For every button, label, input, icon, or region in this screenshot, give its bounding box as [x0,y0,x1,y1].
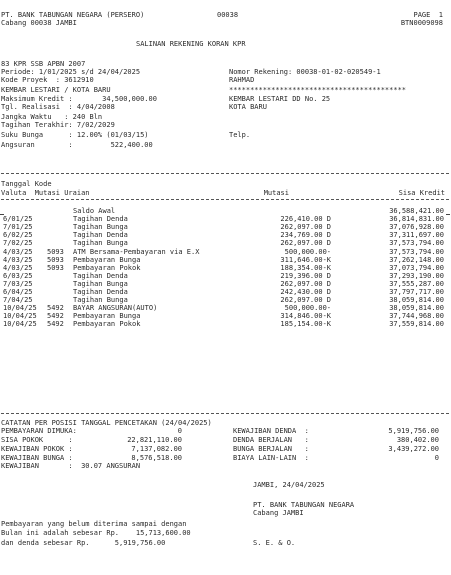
period: Periode: 1/01/2025 s/d 24/04/2025 [1,68,141,76]
row-balance: 37,744,968.00 [389,312,444,321]
row-mutation: 262,097.00 D [280,279,331,288]
summary-right-label: BIAYA LAIN-LAIN : [233,454,309,462]
summary-right-value: 3,439,272.00 [388,445,439,453]
summary-left-value: 7,137,082.00 [131,445,182,453]
row-description: ATM Bersama-Pembayaran via E.X [73,247,200,256]
row-description: Pembayaran Bunga [73,255,141,264]
project-code: Kode Proyek : 3612910 [1,76,94,84]
max-credit: Maksimum Kredit : 34,500,000.00 [1,95,157,103]
row-balance: 36,588,421.00 [389,207,444,215]
note-line-2: Bulan ini adalah sebesar Rp. 15,713,600.00 [1,529,191,537]
page-number: PAGE 1 [413,11,443,19]
row-description: Pembayaran Pokok [73,263,141,272]
row-code: 5492 [47,312,64,321]
telephone: Telp. [229,131,251,139]
row-date: 6/02/25 [3,231,33,240]
row-date: 7/04/25 [3,296,33,305]
summary-right-value: 0 [434,454,439,462]
summary-left-value: 0 [177,427,182,435]
summary-left-value: 8,576,518.00 [131,454,182,462]
place-date: JAMBI, 24/04/2025 [253,481,325,489]
row-description: Tagihan Bunga [73,223,128,232]
row-date: 7/03/25 [3,279,33,288]
summary-right-label: BUNGA BERJALAN : [233,445,309,453]
closing-note: S. E. & O. [253,539,296,547]
row-description: Tagihan Bunga [73,296,128,305]
row-code: 5093 [47,255,64,264]
signature-bank: PT. BANK TABUNGAN NEGARA [253,501,355,509]
row-mutation: 234,769.00 D [280,231,331,240]
row-mutation: 311,646.00-K [280,255,331,264]
row-date: 6/04/25 [3,288,33,296]
row-date: 7/01/25 [3,223,33,232]
row-code: 5492 [47,320,64,329]
summary-left-label: KEWAJIBAN BUNGA : [1,454,73,462]
row-description: Tagihan Denda [73,271,128,280]
row-date: 10/04/25 [3,320,37,329]
row-balance: 37,293,190.00 [389,271,444,280]
row-date: 4/03/25 [3,255,33,264]
summary-title: CATATAN PER POSISI TANGGAL PENCETAKAN (24/04/2025) [1,419,212,427]
row-balance: 37,311,697.00 [389,231,444,240]
row-description: Pembayaran Bunga [73,312,141,321]
row-balance: 37,573,794.00 [389,247,444,256]
row-mutation: 219,396.00 D [280,271,331,280]
row-description: Tagihan Bunga [73,239,128,248]
row-code: 5492 [47,304,64,313]
row-code: 5093 [47,247,64,256]
row-balance: 38,059,814.00 [389,304,444,313]
interest-rate: Suku Bunga : 12.00% (01/03/15) [1,131,149,139]
row-balance: 37,073,794.00 [389,263,444,272]
row-balance: 37,573,794.00 [389,239,444,248]
bank-name: PT. BANK TABUNGAN NEGARA (PERSERO) [1,11,145,19]
row-date: 4/03/25 [3,247,33,256]
summary-right-value: 5,919,756.00 [388,427,439,435]
summary-left-label: PEMBAYARAN DIMUKA: [1,427,77,435]
row-balance: 36,814,831.00 [389,215,444,224]
account-number: Nomor Rekening: 00038-01-02-020549-1 [229,68,381,76]
row-mutation: 262,097.00 D [280,239,331,248]
product-name: 83 KPR SSB APBN 2007 [1,60,86,68]
obligation-installments: KEWAJIBAN : 30.07 ANGSURAN [1,462,141,470]
row-date: 6/01/25 [3,215,33,224]
row-description: Tagihan Denda [73,231,128,240]
realization-date: Tgl. Realisasi : 4/04/2008 [1,103,115,111]
summary-right-label: KEWAJIBAN DENDA : [233,427,309,435]
project-name: KEMBAR LESTARI / KOTA BARU [1,86,111,94]
tenor: Jangka Waktu : 240 Bln [1,113,103,121]
installment: Angsuran : 522,400.00 [1,141,153,149]
table-top-divider [1,173,449,174]
row-mutation: 500,000.00- [284,247,331,256]
table-header-date: Tanggal Kode [1,180,52,188]
row-balance: 38,059,814.00 [389,296,444,305]
row-mutation: 262,097.00 D [280,296,331,305]
customer-name: RAHMAD [229,76,255,84]
row-description: Tagihan Bunga [73,279,128,288]
signature-branch: Cabang JAMBI [253,509,304,517]
table-header-balance: Sisa Kredit [398,189,445,197]
branch-name: Cabang 00038 JAMBI [1,19,77,27]
row-date: 7/02/25 [3,239,33,248]
note-line-3: dan denda sebesar Rp. 5,919,756.00 [1,539,166,547]
row-mutation: 185,154.00-K [280,320,331,329]
row-code: 5093 [47,263,64,272]
summary-divider [1,413,449,414]
table-header-mutasi: Mutasi [263,189,289,197]
row-description: BAYAR ANGSURAN(AUTO) [73,304,158,313]
masked-text: ****************************************** [229,86,407,94]
margin-mark [0,214,4,215]
row-description: Pembayaran Pokok [73,320,141,329]
row-description: Tagihan Denda [73,215,128,224]
document-code: BTN0009098 [400,19,443,27]
row-date: 10/04/25 [3,304,37,313]
row-balance: 37,262,148.00 [389,255,444,264]
row-mutation: 242,430.00 D [280,288,331,296]
row-balance: 37,555,287.00 [389,279,444,288]
row-mutation: 188,354.00-K [280,263,331,272]
margin-mark [446,214,450,215]
row-description: Saldo Awal [73,207,116,215]
summary-left-label: KEWAJIBAN POKOK : [1,445,73,453]
note-line-1: Pembayaran yang belum diterima sampai dengan [1,520,187,528]
row-mutation: 500,000.00- [284,304,331,313]
row-balance: 37,559,814.00 [389,320,444,329]
summary-left-value: 22,821,110.00 [127,436,182,444]
row-date: 4/03/25 [3,263,33,272]
table-header-divider [1,199,449,200]
row-mutation: 262,097.00 D [280,223,331,232]
statement-title: SALINAN REKENING KORAN KPR [136,40,246,48]
row-balance: 37,076,928.00 [389,223,444,232]
last-bill: Tagihan Terakhir: 7/02/2029 [1,121,115,129]
summary-right-value: 380,402.00 [396,436,439,444]
summary-left-label: SISA POKOK : [1,436,73,444]
row-mutation: 226,410.00 D [280,215,331,224]
branch-code: 00038 [217,11,239,19]
row-description: Tagihan Denda [73,288,128,296]
row-date: 10/04/25 [3,312,37,321]
row-balance: 37,797,717.00 [389,288,444,296]
address-line-1: KEMBAR LESTARI DD No. 25 [229,95,331,103]
table-header-columns: Valuta Mutasi Uraian [1,189,90,197]
row-mutation: 314,846.00-K [280,312,331,321]
summary-right-label: DENDA BERJALAN : [233,436,309,444]
row-date: 6/03/25 [3,271,33,280]
address-line-2: KOTA BARU [229,103,267,111]
